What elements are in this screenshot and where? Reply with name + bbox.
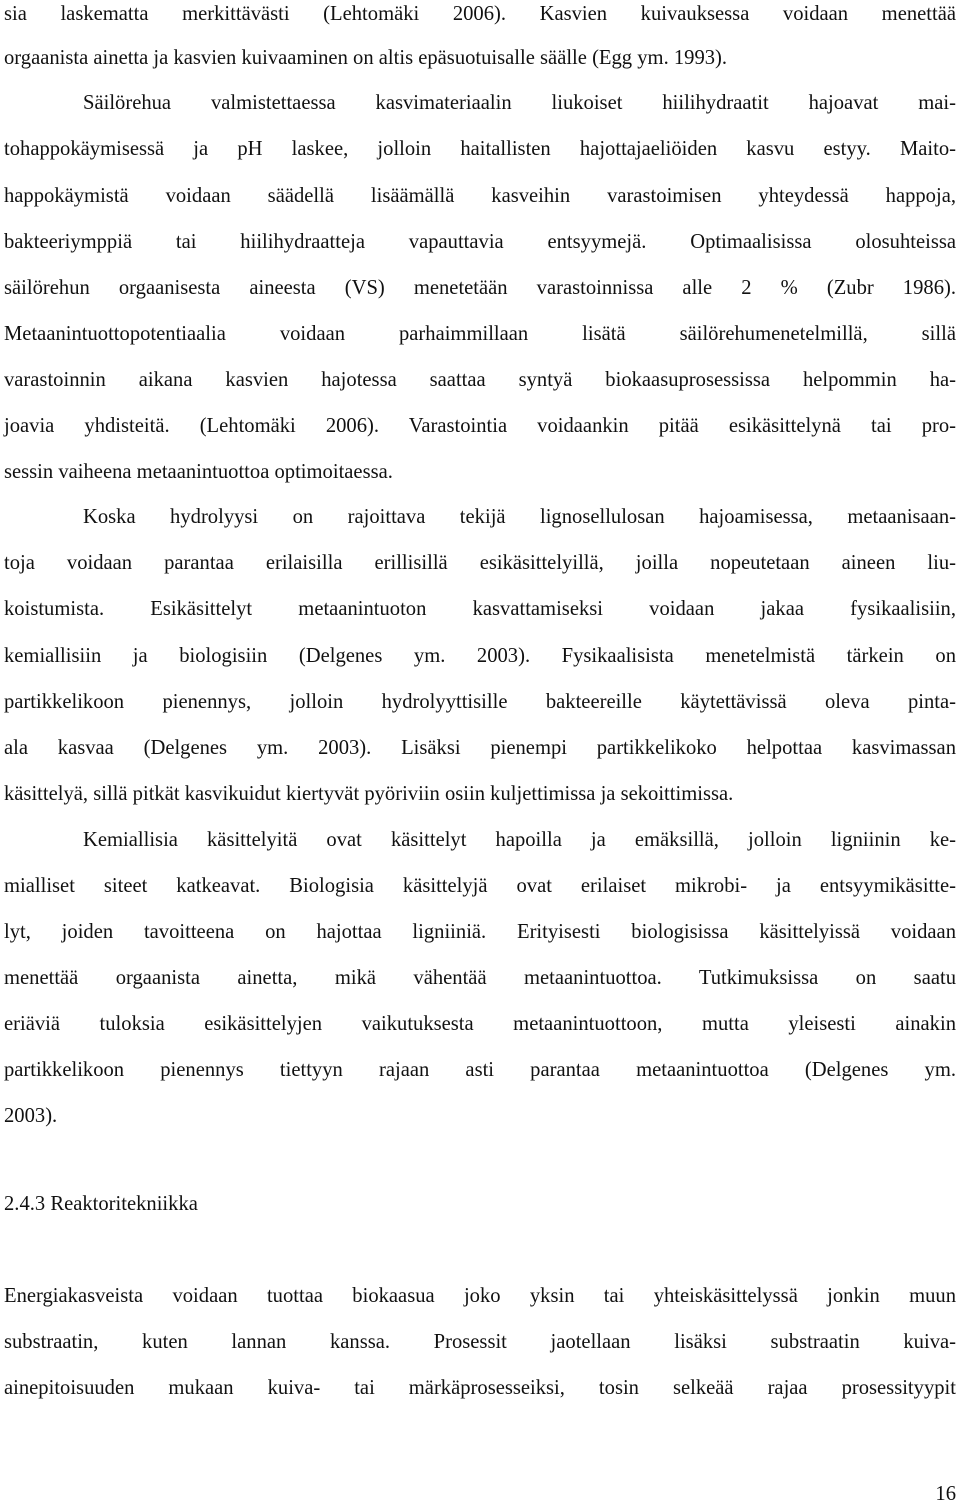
text-line: happokäymistä voidaan säädellä lisäämällä kasveihin varastoimisen yhteydessä happoja, [4,185,956,207]
text-line: ala kasvaa (Delgenes ym. 2003). Lisäksi pienempi partikkelikoko helpottaa kasvimassan [4,737,956,759]
page-number: 16 [935,1483,956,1505]
text-line: mialliset siteet katkeavat. Biologisia käsittelyjä ovat erilaiset mikrobi- ja entsyymikäsitte- [4,875,956,897]
text-line: käsittelyä, sillä pitkät kasvikuidut kiertyvät pyöriviin osiin kuljettimissa ja sekoittimissa. [4,783,734,805]
section-heading: 2.4.3 Reaktoritekniikka [4,1193,198,1215]
text-line: toja voidaan parantaa erilaisilla erillisillä esikäsittelyillä, joilla nopeutetaan aineen liu- [4,552,956,574]
text-line: partikkelikoon pienennys, jolloin hydrolyyttisille bakteereille käytettävissä oleva pinta- [4,691,956,713]
text-line: koistumista. Esikäsittelyt metaanintuoton kasvattamiseksi voidaan jakaa fysikaalisiin, [4,598,956,620]
text-line: Kemiallisia käsittelyitä ovat käsittelyt hapoilla ja emäksillä, jolloin ligniinin ke- [83,829,956,851]
text-line: varastoinnin aikana kasvien hajotessa saattaa syntyä biokaasuprosessissa helpommin ha- [4,369,956,391]
text-line: säilörehun orgaanisesta aineesta (VS) menetetään varastoinnissa alle 2 % (Zubr 1986). [4,277,956,299]
text-line: joavia yhdisteitä. (Lehtomäki 2006). Varastointia voidaankin pitää esikäsittelynä tai pro- [4,415,956,437]
text-line: lyt, joiden tavoitteena on hajottaa ligniiniä. Erityisesti biologisissa käsittelyissä voidaan [4,921,956,943]
text-line: sessin vaiheena metaanintuottoa optimoitaessa. [4,461,393,483]
text-line: Energiakasveista voidaan tuottaa biokaasua joko yksin tai yhteiskäsittelyssä jonkin muun [4,1285,956,1307]
text-line: Koska hydrolyysi on rajoittava tekijä lignosellulosan hajoamisessa, metaanisaan- [83,506,956,528]
text-line: tohappokäymisessä ja pH laskee, jolloin haitallisten hajottajaeliöiden kasvu estyy. Maito- [4,138,956,160]
text-line: partikkelikoon pienennys tiettyyn rajaan asti parantaa metaanintuottoa (Delgenes ym. [4,1059,956,1081]
text-line: bakteeriymppiä tai hiilihydraatteja vapauttavia entsyymejä. Optimaalisissa olosuhteissa [4,231,956,253]
text-line: 2003). [4,1105,58,1127]
text-line: kemiallisiin ja biologisiin (Delgenes ym. 2003). Fysikaalisista menetelmistä tärkein on [4,645,956,667]
text-line: substraatin, kuten lannan kanssa. Prosessit jaotellaan lisäksi substraatin kuiva- [4,1331,956,1353]
text-line: orgaanista ainetta ja kasvien kuivaaminen on altis epäsuotuisalle säälle (Egg ym. 1993). [4,47,728,69]
text-line: Metaanintuottopotentiaalia voidaan parhaimmillaan lisätä säilörehumenetelmillä, sillä [4,323,956,345]
text-line: menettää orgaanista ainetta, mikä vähentää metaanintuottoa. Tutkimuksissa on saatu [4,967,956,989]
text-line: eriäviä tuloksia esikäsittelyjen vaikutuksesta metaanintuottoon, mutta yleisesti ainakin [4,1013,956,1035]
text-line: Säilörehua valmistettaessa kasvimateriaalin liukoiset hiilihydraatit hajoavat mai- [83,92,956,114]
text-line: sia laskematta merkittävästi (Lehtomäki 2006). Kasvien kuivauksessa voidaan menettää [4,3,956,25]
text-line: ainepitoisuuden mukaan kuiva- tai märkäprosesseiksi, tosin selkeää rajaa prosessityypit [4,1377,956,1399]
